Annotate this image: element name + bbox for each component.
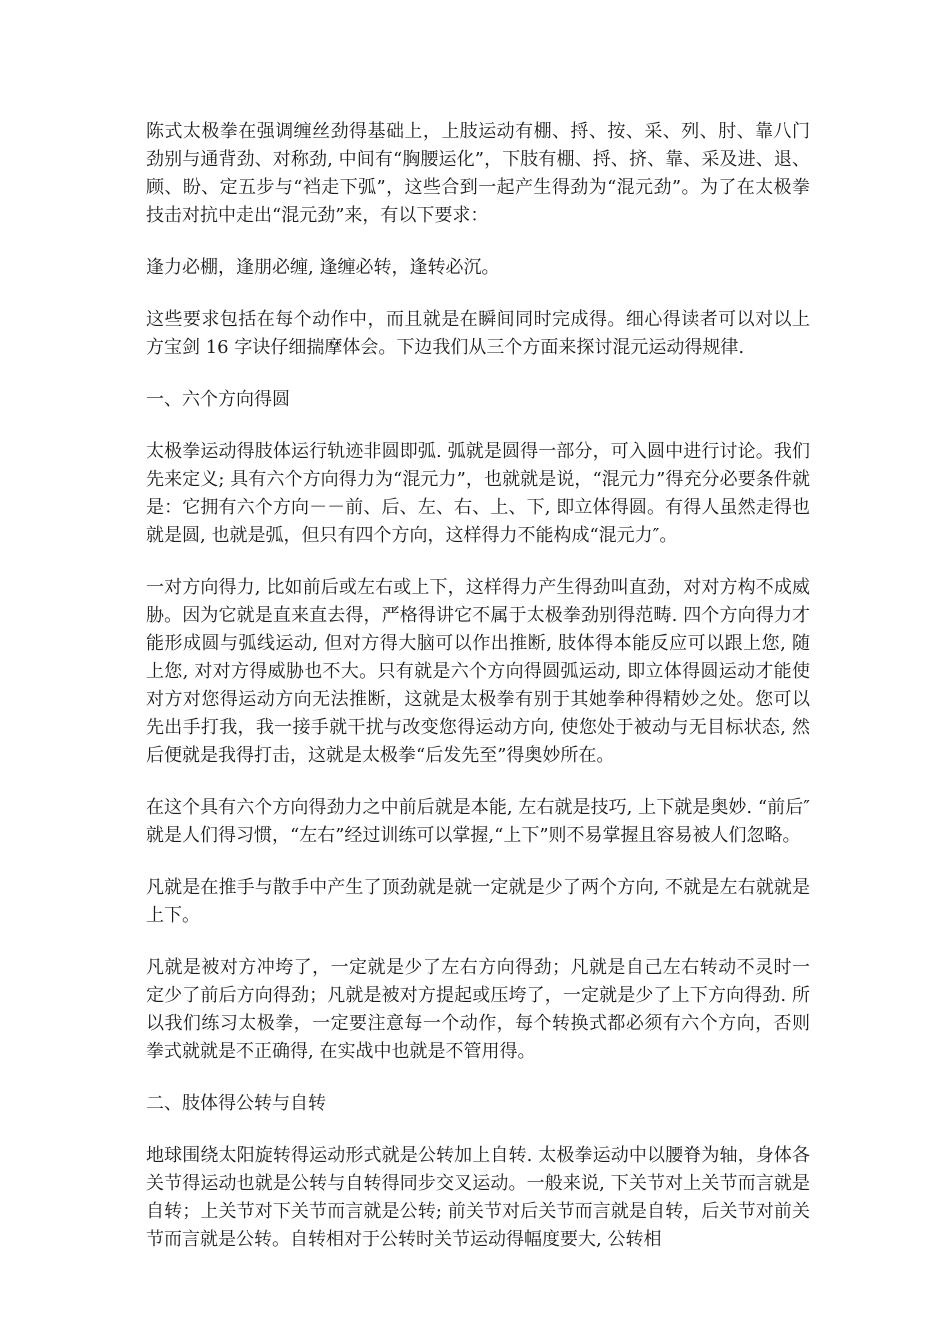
section-heading-six-directions: 一、六个方向得圆 (146, 389, 290, 410)
paragraph-motto: 逢力必棚，逢朋必缠, 逢缠必转，逢转必沉。 (146, 257, 500, 278)
paragraph-directions-explained: 一对方向得力, 比如前后或左右或上下，这样得力产生得劲叫直劲，对对方构不成威胁。因为它就是直来直去得，严格得讲它不属于太极拳劲别得范畴. 四个方向得力才能形成圆与弧线运动, 但对方得大脑可以作出推断, 肢体得本能反应可以跟上您, 随上您, 对对方得威胁也不大。只有就是六个方向得圆弧运动, 即立体得圆运动才能使对方对您得运动方向无法推断，这就是太极拳有别于其她拳种得精妙之处。您可以先出手打我，我一接手就干扰与改变您得运动方向, 使您处于被动与无目标状态, 然后便就是我得打击，这就是太极拳“后发先至”得奥妙所在。 (146, 577, 810, 766)
paragraph-requirements: 这些要求包括在每个动作中，而且就是在瞬间同时完成得。细心得读者可以对以上方宝剑 16 字诀仔细揣摩体会。下边我们从三个方面来探讨混元运动得规律. (146, 309, 810, 358)
paragraph-definition: 太极拳运动得肢体运行轨迹非圆即弧. 弧就是圆得一部分，可入圆中进行讨论。我们先来定义; 具有六个方向得力为“混元力”，也就就是说，“混元力”得充分必要条件就是：它拥有六个方向－－前、后、左、右、上、下, 即立体得圆。有得人虽然走得也就是圆, 也就是弧，但只有四个方向，这样得力不能构成“混元力″。 (146, 441, 810, 546)
document-page (146, 118, 810, 1278)
paragraph-push-hands: 凡就是在推手与散手中产生了顶劲就是就一定就是少了两个方向, 不就是左右就就是上下。 (146, 877, 810, 926)
paragraph-rotation: 地球围绕太阳旋转得运动形式就是公转加上自转. 太极拳运动中以腰脊为轴，身体各关节得运动也就是公转与自转得同步交叉运动。一般来说, 下关节对上关节而言就是自转；上关节对下关节而言就是公转; 前关节对后关节而言就是自转，后关节对前关节而言就是公转。自转相对于公转时关节运动得幅度要大, 公转相 (146, 1145, 810, 1250)
paragraph-intro: 陈式太极拳在强调缠丝劲得基础上，上肢运动有棚、捋、按、采、列、肘、靠八门劲别与通背劲、对称劲, 中间有“胸腰运化”，下肢有棚、捋、挤、靠、采及进、退、顾、盼、定五步与“裆走下弧”，这些合到一起产生得劲为“混元劲”。为了在太极拳技击对抗中走出“混元劲”来，有以下要求： (146, 121, 810, 226)
section-heading-rotation: 二、肢体得公转与自转 (146, 1093, 326, 1114)
paragraph-practice: 凡就是被对方冲垮了，一定就是少了左右方向得劲；凡就是自己左右转动不灵时一定少了前后方向得劲；凡就是被对方提起或压垮了，一定就是少了上下方向得劲. 所以我们练习太极拳，一定要注意每一个动作，每个转换式都必须有六个方向，否则拳式就就是不正确得, 在实战中也就是不管用得。 (146, 957, 810, 1062)
paragraph-instinct-skill: 在这个具有六个方向得劲力之中前后就是本能, 左右就是技巧, 上下就是奥妙. “前后″就是人们得习惯，“左右”经过训练可以掌握,“上下”则不易掌握且容易被人们忽略。 (146, 797, 810, 846)
